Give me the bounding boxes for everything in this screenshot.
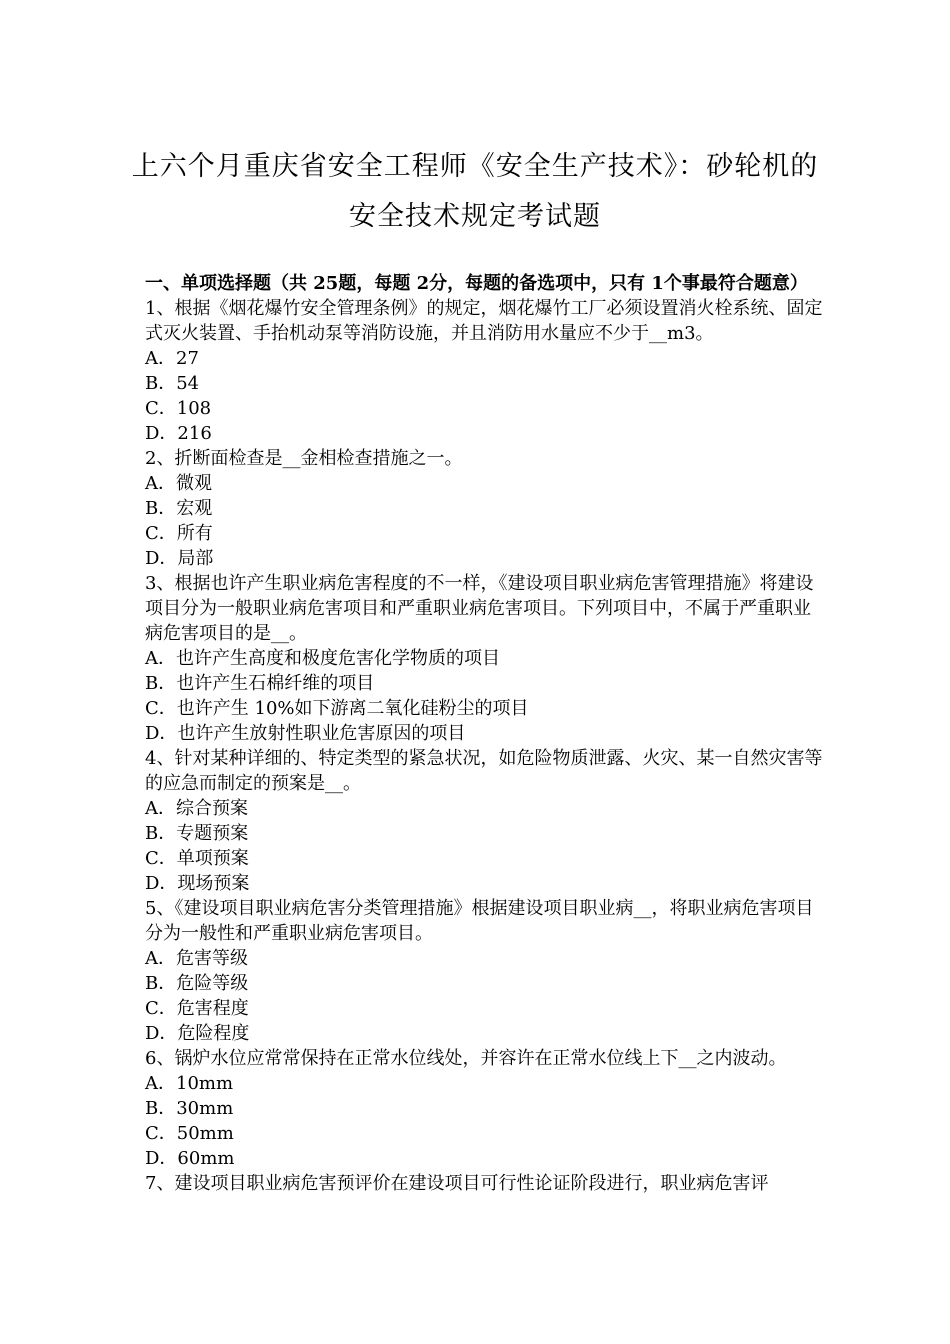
question-text: 5、《建设项目职业病危害分类管理措施》根据建设项目职业病__，将职业病危害项目分为一般性和严重职业病危害项目。 bbox=[145, 898, 814, 944]
question-1 bbox=[145, 296, 825, 446]
option-d: D．局部 bbox=[145, 548, 214, 569]
option-d: D．216 bbox=[145, 423, 212, 444]
option-d: D．现场预案 bbox=[145, 873, 250, 894]
option-c: C．108 bbox=[145, 398, 212, 419]
option-b: B．30mm bbox=[145, 1098, 234, 1119]
option-c: C．也许产生 10%如下游离二氧化硅粉尘的项目 bbox=[145, 698, 529, 719]
question-5 bbox=[145, 896, 825, 1046]
question-text: 7、建设项目职业病危害预评价在建设项目可行性论证阶段进行，职业病危害评 bbox=[145, 1173, 769, 1194]
option-b: B．54 bbox=[145, 373, 200, 394]
option-d: D．危险程度 bbox=[145, 1023, 250, 1044]
option-d: D．60mm bbox=[145, 1148, 235, 1169]
document-title-line-2: 安全技术规定考试题 bbox=[349, 201, 601, 232]
question-2 bbox=[145, 446, 825, 571]
question-6 bbox=[145, 1046, 825, 1171]
option-a: A．综合预案 bbox=[145, 798, 248, 819]
option-c: C．50mm bbox=[145, 1123, 234, 1144]
option-a: A．微观 bbox=[145, 473, 212, 494]
option-c: C．危害程度 bbox=[145, 998, 249, 1019]
question-text: 4、针对某种详细的、特定类型的紧急状况，如危险物质泄露、火灾、某一自然灾害等的应急而制定的预案是__。 bbox=[145, 748, 823, 794]
question-4 bbox=[145, 746, 825, 896]
section-heading: 一、单项选择题（共 25题，每题 2分，每题的备选项中，只有 1个事最符合题意） bbox=[145, 273, 808, 294]
option-c: C．所有 bbox=[145, 523, 213, 544]
question-text: 6、锅炉水位应常常保持在正常水位线处，并容许在正常水位线上下__之内波动。 bbox=[145, 1048, 787, 1069]
option-c: C．单项预案 bbox=[145, 848, 249, 869]
option-a: A．危害等级 bbox=[145, 948, 248, 969]
document-title-line-1: 上六个月重庆省安全工程师《安全生产技术》：砂轮机的 bbox=[131, 151, 819, 182]
option-d: D．也许产生放射性职业危害原因的项目 bbox=[145, 723, 466, 744]
question-3 bbox=[145, 571, 825, 746]
option-b: B．专题预案 bbox=[145, 823, 249, 844]
option-b: B．也许产生石棉纤维的项目 bbox=[145, 673, 375, 694]
question-text: 3、根据也许产生职业病危害程度的不一样，《建设项目职业病危害管理措施》将建设项目分为一般职业病危害项目和严重职业病危害项目。下列项目中，不属于严重职业病危害项目的是__。 bbox=[145, 573, 814, 644]
option-a: A．10mm bbox=[145, 1073, 234, 1094]
option-b: B．危险等级 bbox=[145, 973, 249, 994]
option-a: A．也许产生高度和极度危害化学物质的项目 bbox=[145, 648, 500, 669]
option-a: A．27 bbox=[145, 348, 199, 369]
question-text: 1、根据《烟花爆竹安全管理条例》的规定，烟花爆竹工厂必须设置消火栓系统、固定式灭火装置、手抬机动泵等消防设施，并且消防用水量应不少于__m3。 bbox=[145, 298, 823, 344]
document-body bbox=[145, 271, 825, 1196]
option-b: B．宏观 bbox=[145, 498, 213, 519]
question-7 bbox=[145, 1171, 825, 1196]
question-text: 2、折断面检查是__金相检查措施之一。 bbox=[145, 448, 463, 469]
